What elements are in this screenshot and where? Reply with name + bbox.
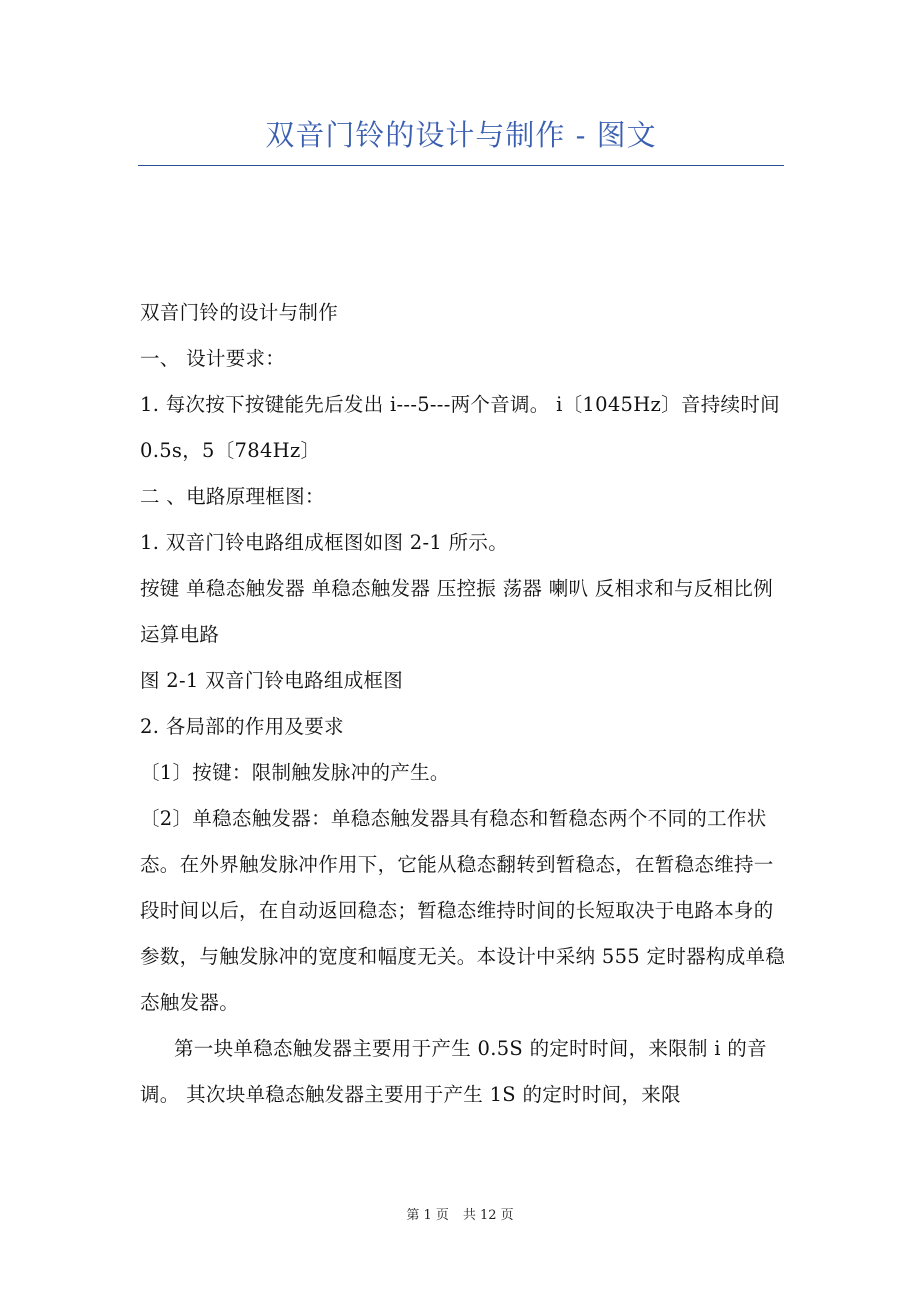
paragraph-diagram-blocks: 按键 单稳态触发器 单稳态触发器 压控振 荡器 喇叭 反相求和与反相比例运算电路	[140, 577, 773, 646]
paragraph-section-parts: 2. 各局部的作用及要求	[140, 715, 344, 738]
title-divider	[138, 165, 784, 166]
paragraph-doc-heading: 双音门铃的设计与制作	[140, 301, 339, 324]
page-footer	[0, 1206, 920, 1226]
document-body	[140, 290, 788, 1118]
paragraph-monostable-detail: 第一块单稳态触发器主要用于产生 0.5S 的定时时间，来限制 i 的音调。 其次块单稳态触发器主要用于产生 1S 的定时时间，来限	[140, 1037, 767, 1106]
paragraph-diagram-intro: 1. 双音门铃电路组成框图如图 2-1 所示。	[140, 531, 509, 554]
page-number-current: 第 1 页	[406, 1208, 449, 1223]
paragraph-part-monostable: 〔2〕单稳态触发器：单稳态触发器具有稳态和暂稳态两个不同的工作状态。在外界触发脉冲作用下，它能从稳态翻转到暂稳态，在暂稳态维持一段时间以后，在自动返回稳态；暂稳态维持时间的长短取决于电路本身的参数，与触发脉冲的宽度和幅度无关。本设计中采纳 555 定时器构成单稳态触发器。	[140, 807, 786, 1014]
paragraph-part-button: 〔1〕按键：限制触发脉冲的产生。	[140, 761, 450, 784]
paragraph-requirement-1: 1. 每次按下按键能先后发出 i---5---两个音调。 i〔1045Hz〕音持续时间 0.5s，5〔784Hz〕	[140, 393, 780, 462]
page-title: 双音门铃的设计与制作 - 图文	[265, 118, 657, 152]
page-number-total: 共 12 页	[462, 1208, 514, 1223]
figure-caption: 图 2-1 双音门铃电路组成框图	[140, 669, 404, 692]
paragraph-section-diagram: 二 、电路原理框图：	[140, 485, 325, 508]
document-header	[138, 112, 784, 158]
paragraph-section-requirements: 一、 设计要求：	[140, 347, 286, 370]
